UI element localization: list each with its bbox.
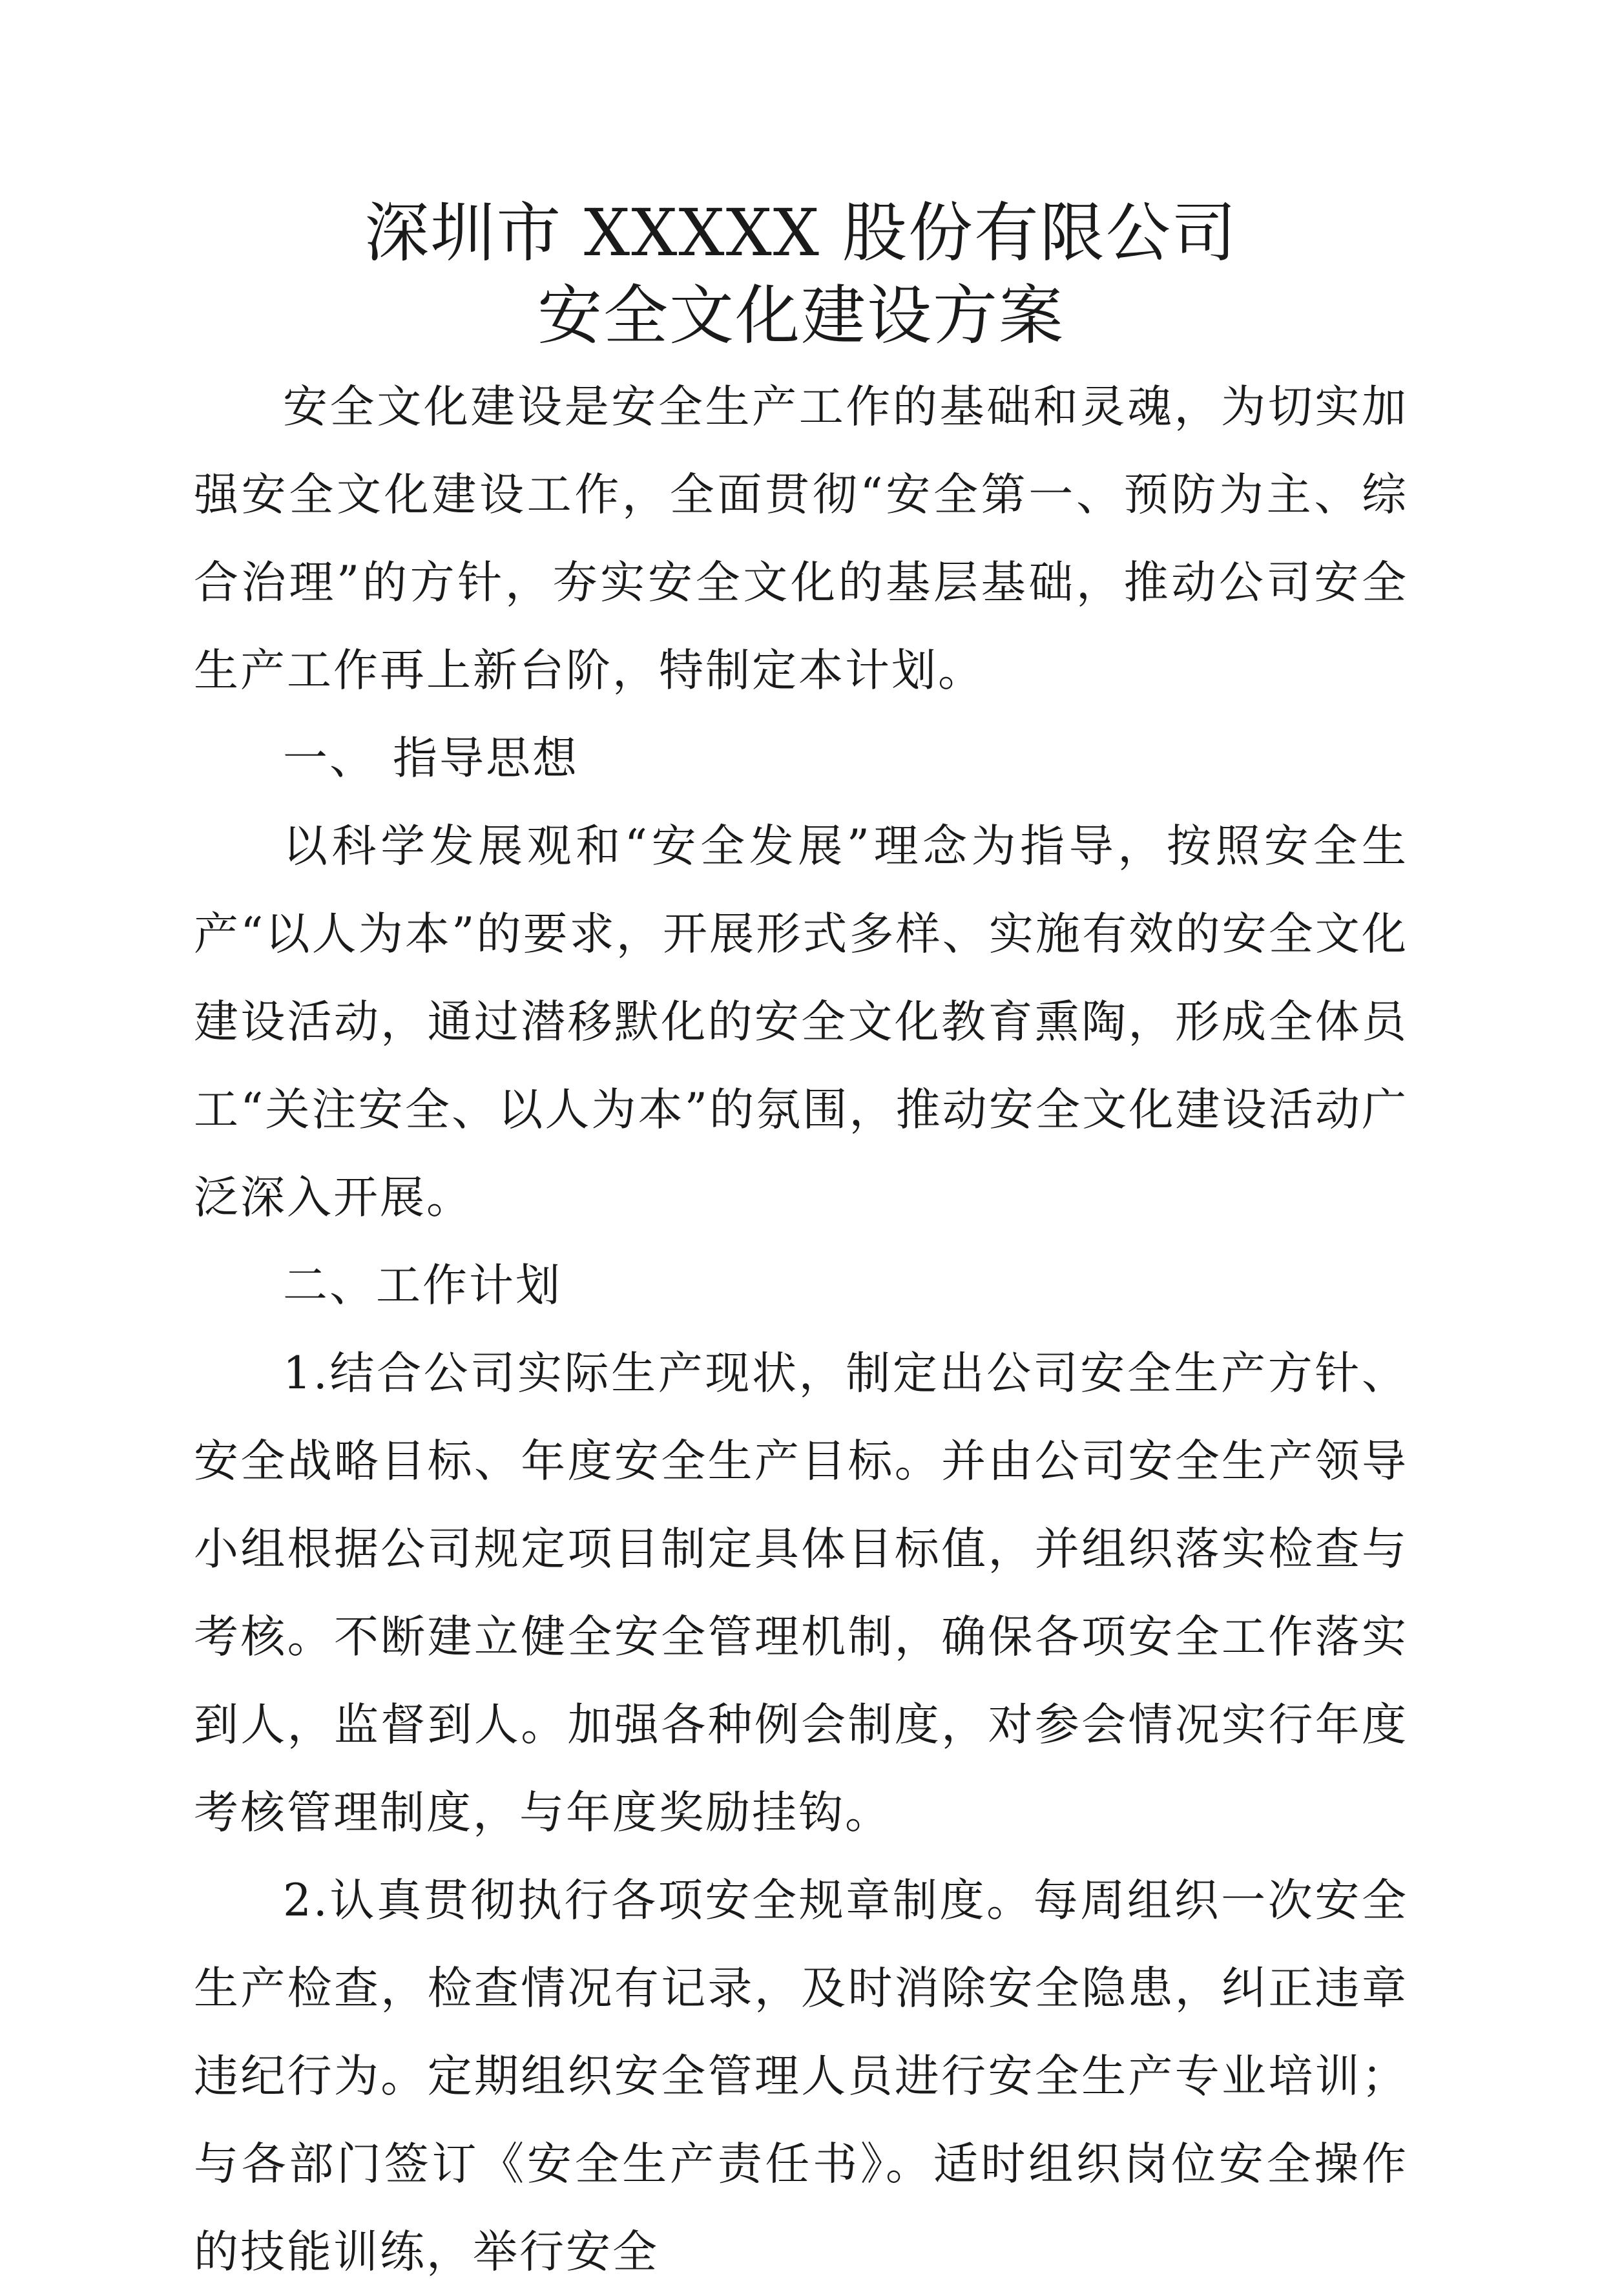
section-heading-guiding-ideology — [194, 715, 1408, 802]
work-plan-item-1: 1.结合公司实际生产现状，制定出公司安全生产方针、安全战略目标、年度安全生产目标。并由公司安全生产领导小组根据公司规定项目制定具体目标值，并组织落实检查与考核。不断建立健全安全管理机制，确保各项安全工作落实到人，监督到人。加强各种例会制度，对参会情况实行年度考核管理制度，与年度奖励挂钩。 — [194, 1348, 1408, 1839]
plan-title: 安全文化建设方案 — [537, 278, 1065, 353]
company-name-title: 深圳市 XXXXX 股份有限公司 — [364, 195, 1238, 271]
section-number: 一、 — [283, 733, 376, 784]
section-title: 指导思想 — [393, 733, 579, 784]
document-body — [194, 363, 1408, 2296]
intro-paragraph: 安全文化建设是安全生产工作的基础和灵魂，为切实加强安全文化建设工作，全面贯彻“安全第一、预防为主、综合治理”的方针，夯实安全文化的基层基础，推动公司安全生产工作再上新台阶，特制定本计划。 — [194, 381, 1408, 696]
section-heading-work-plan: 二、工作计划 — [283, 1260, 562, 1311]
work-plan-item-2: 2.认真贯彻执行各项安全规章制度。每周组织一次安全生产检查，检查情况有记录，及时消除安全隐患，纠正违章违纪行为。定期组织安全管理人员进行安全生产专业培训；与各部门签订《安全生产责任书》。适时组织岗位安全操作的技能训练，举行安全 — [194, 1875, 1408, 2278]
document-title — [194, 193, 1408, 357]
guiding-ideology-paragraph: 以科学发展观和“安全发展”理念为指导，按照安全生产“以人为本”的要求，开展形式多样、实施有效的安全文化建设活动，通过潜移默化的安全文化教育熏陶，形成全体员工“关注安全、以人为本”的氛围，推动安全文化建设活动广泛深入开展。 — [194, 820, 1408, 1224]
